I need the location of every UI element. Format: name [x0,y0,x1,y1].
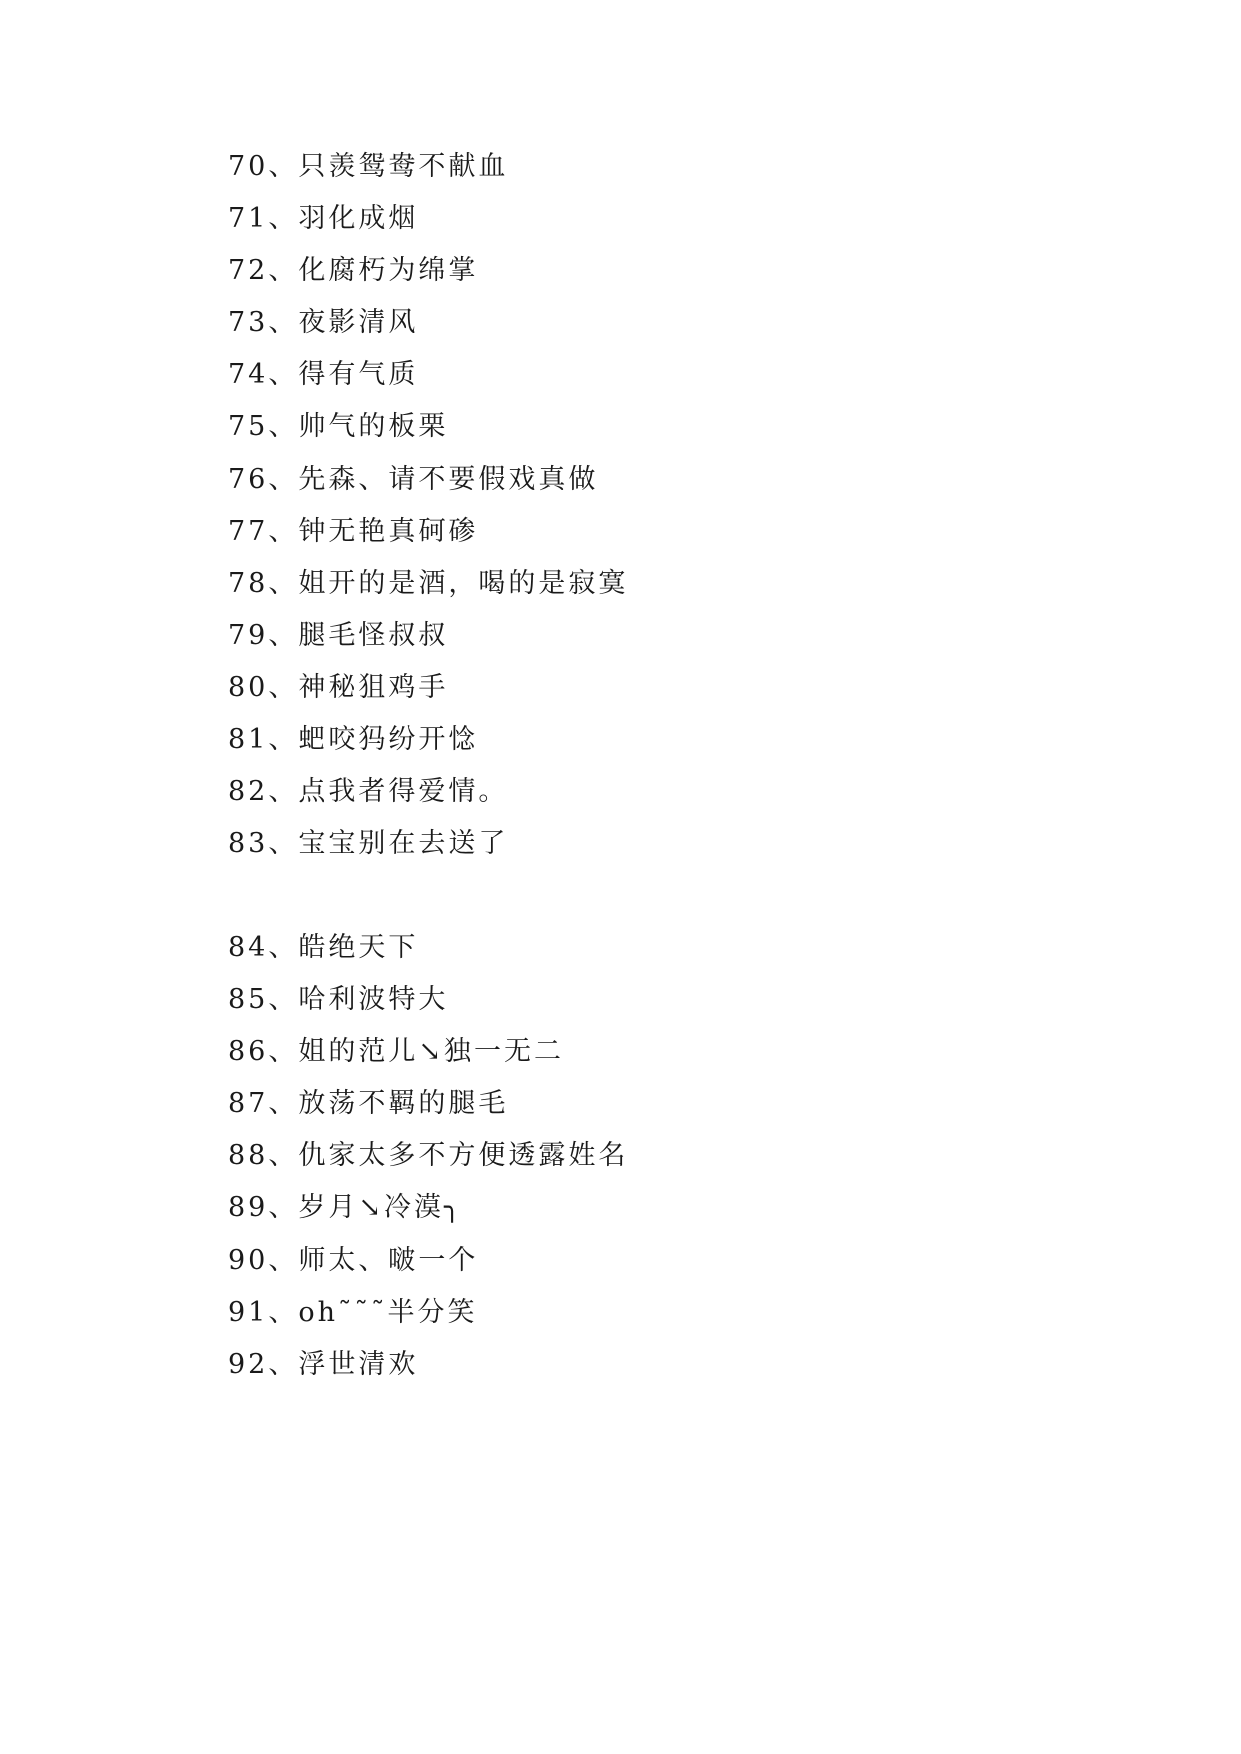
name-list-section-1 [228,141,1048,870]
list-item: 91、oh˜˜˜半分笑 [228,1296,478,1328]
list-item: 82、点我者得爱情。 [228,776,509,808]
list-item: 72、化腐朽为绵掌 [228,255,479,287]
list-item: 83、宝宝别在去送了 [228,828,509,860]
list-item: 81、蚆咬犸纷开惗 [228,724,479,756]
list-item: 71、羽化成烟 [228,203,419,235]
list-item: 75、帅气的板栗 [228,411,449,443]
list-item: 92、浮世清欢 [228,1348,419,1380]
list-item: 84、皓绝天下 [228,932,419,963]
list-item: 86、姐的范儿↘独一无二 [228,1036,564,1068]
list-item: 78、姐开的是酒，喝的是寂寞 [228,567,629,599]
name-list-section-2 [228,922,1048,1391]
list-item: 90、师太、啵一个 [228,1244,479,1276]
list-item: 85、哈利波特大 [228,984,449,1016]
list-item: 74、得有气质 [228,359,419,391]
list-item: 79、腿毛怪叔叔 [228,619,449,651]
list-item: 73、夜影清风 [228,307,419,339]
list-item: 80、神秘狙鸡手 [228,671,449,703]
list-item: 70、只羡鸳鸯不献血 [228,151,509,182]
list-item: 77、钟无艳真砢碜 [228,515,479,547]
list-item: 87、放荡不羁的腿毛 [228,1088,509,1120]
list-item: 88、仇家太多不方便透露姓名 [228,1140,629,1172]
list-item: 89、岁月↘冷漠╮ [228,1192,464,1224]
list-item: 76、先森、请不要假戏真做 [228,463,599,495]
